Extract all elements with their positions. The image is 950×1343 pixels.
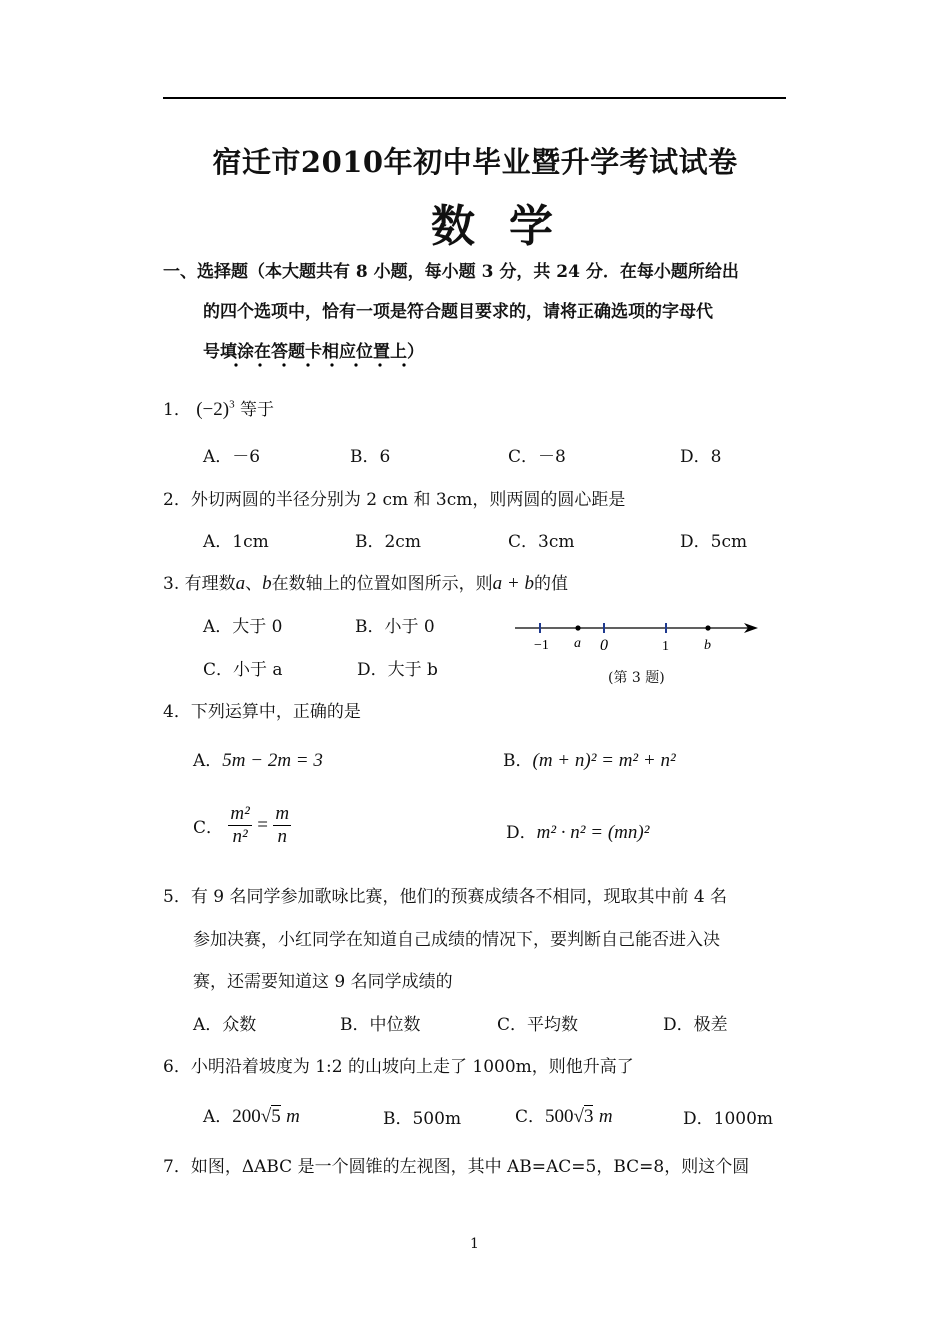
q4-option-a[interactable]: A．5m − 2m = 3: [193, 750, 323, 771]
q3-option-c[interactable]: C．小于 a: [203, 660, 283, 680]
q4c-lhs-fraction: $\frac{\text{m²}}{\text{n²}}$: [230, 803, 250, 847]
q6-option-d[interactable]: D．1000m: [683, 1109, 774, 1129]
sqrt-sign-icon: √: [260, 1106, 272, 1127]
q7-stem: 7．如图，ΔABC 是一个圆锥的左视图，其中 AB=AC=5，BC=8，则这个圆: [163, 1157, 750, 1177]
q5-option-b[interactable]: B．中位数: [340, 1015, 421, 1035]
label-one: 1: [662, 639, 669, 654]
q4-option-b[interactable]: B．(m + n)² = m² + n²: [503, 750, 676, 771]
q1-number: 1．: [163, 400, 191, 420]
sqrt-sign-icon: √: [573, 1106, 584, 1127]
q5-option-a[interactable]: A．众数: [193, 1015, 257, 1035]
q5-stem-line1: 5．有 9 名同学参加歌咏比赛，他们的预赛成绩各不相同，现取其中前 4 名: [163, 887, 728, 907]
q2-option-a[interactable]: A．1cm: [203, 532, 269, 552]
q2-stem: 2．外切两圆的半径分别为 2 cm 和 3cm，则两圆的圆心距是: [163, 490, 626, 510]
q1-text: 等于: [240, 400, 275, 420]
q1-option-d[interactable]: D．8: [680, 447, 722, 467]
q5-option-c[interactable]: C．平均数: [497, 1015, 579, 1035]
q6-option-a[interactable]: A．200√5 m: [203, 1106, 300, 1127]
q4-option-d[interactable]: D．m² · n² = (mn)²: [506, 822, 650, 843]
label-a: a: [574, 636, 581, 651]
section-heading-line3: 号填涂在答题卡相应位置上）: [203, 342, 424, 362]
q4-stem: 4．下列运算中，正确的是: [163, 702, 361, 722]
exam-title: 宿迁市2010年初中毕业暨升学考试试卷: [212, 145, 738, 179]
label-b: b: [704, 638, 711, 653]
emphasis-dots: [232, 362, 412, 368]
q4c-rhs-fraction: $\frac{m}{n}$: [275, 803, 290, 847]
label-zero: 0: [600, 637, 608, 654]
point-b: [705, 625, 710, 630]
q3-option-a[interactable]: A．大于 0: [203, 617, 283, 637]
q1-stem: [163, 395, 274, 421]
q3-stem: 3. 有理数a、b在数轴上的位置如图所示，则a + b的值: [163, 573, 568, 594]
subject-title: 数学: [431, 201, 587, 252]
q4-option-c[interactable]: C． $\frac{\text{m²}}{\text{n²}}$ = $\frac{m}{n}$: [193, 803, 290, 847]
section-heading-line1: 一、选择题（本大题共有 8 小题，每小题 3 分，共 24 分．在每小题所给出: [163, 262, 739, 282]
q5-option-d[interactable]: D．极差: [663, 1015, 728, 1035]
section-heading-line2: 的四个选项中，恰有一项是符合题目要求的，请将正确选项的字母代: [203, 302, 713, 322]
header-rule: [163, 97, 786, 99]
q2-option-c[interactable]: C．3cm: [508, 532, 575, 552]
label-minus-one: −1: [534, 638, 549, 653]
q6-stem: 6．小明沿着坡度为 1:2 的山坡向上走了 1000m，则他升高了: [163, 1057, 634, 1077]
page-number: 1: [470, 1236, 479, 1252]
point-a: [575, 625, 580, 630]
q1-option-c[interactable]: C．－8: [508, 447, 566, 467]
q3-option-d[interactable]: D．大于 b: [357, 660, 438, 680]
q1-expression: $(-2)^3$: [196, 398, 235, 420]
q2-option-d[interactable]: D．5cm: [680, 532, 748, 552]
q6-option-b[interactable]: B．500m: [383, 1109, 462, 1129]
q2-option-b[interactable]: B．2cm: [355, 532, 421, 552]
number-line-figure: [510, 615, 765, 660]
q5-stem-line2: 参加决赛，小红同学在知道自己成绩的情况下，要判断自己能否进入决: [193, 930, 720, 950]
q1-option-a[interactable]: A．－6: [203, 447, 261, 467]
q3-option-b[interactable]: B．小于 0: [355, 617, 435, 637]
q5-stem-line3: 赛，还需要知道这 9 名同学成绩的: [193, 972, 453, 992]
figure-caption-q3: (第 3 题): [608, 670, 665, 686]
q6-option-c[interactable]: C．500√3 m: [515, 1106, 613, 1127]
q1-option-b[interactable]: B．6: [350, 447, 391, 467]
